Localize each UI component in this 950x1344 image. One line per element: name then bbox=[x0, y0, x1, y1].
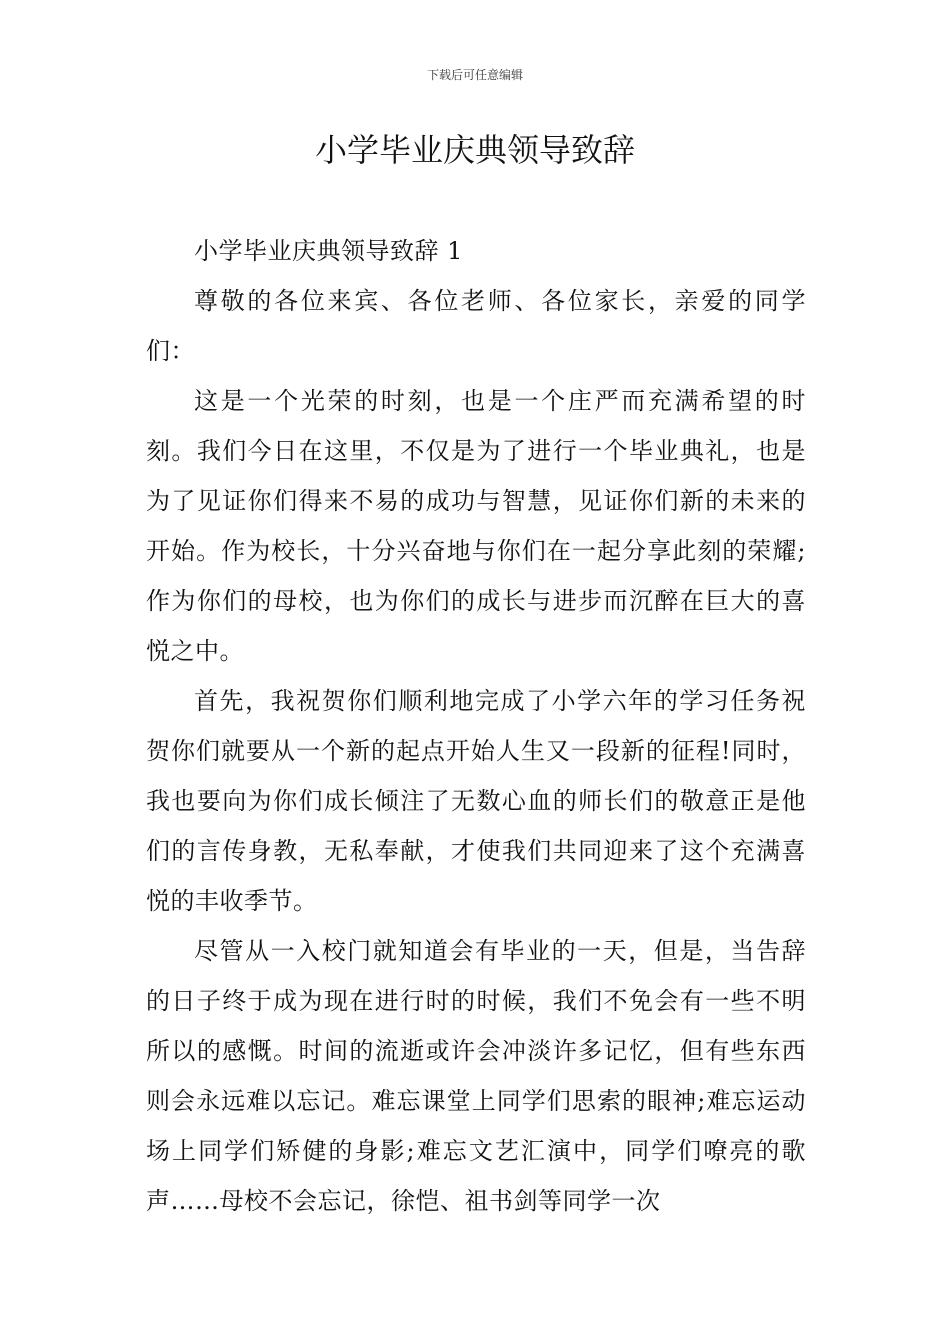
paragraph: 首先，我祝贺你们顺利地完成了小学六年的学习任务祝贺你们就要从一个新的起点开始人生又一段新的征程!同时，我也要向为你们成长倾注了无数心血的师长们的敬意正是他们的言传身教，无私奉献，才使我们共同迎来了这个充满喜悦的丰收季节。 bbox=[146, 687, 806, 915]
document-body bbox=[146, 226, 806, 1226]
document-title: 小学毕业庆典领导致辞 bbox=[314, 131, 635, 169]
paragraph: 这是一个光荣的时刻，也是一个庄严而充满希望的时刻。我们今日在这里，不仅是为了进行一个毕业典礼，也是为了见证你们得来不易的成功与智慧，见证你们新的未来的开始。作为校长，十分兴奋地与你们在一起分享此刻的荣耀;作为你们的母校，也为你们的成长与进步而沉醉在巨大的喜悦之中。 bbox=[146, 387, 806, 665]
paragraph-subtitle: 小学毕业庆典领导致辞 1 bbox=[194, 237, 463, 265]
paragraph: 尽管从一入校门就知道会有毕业的一天，但是，当告辞的日子终于成为现在进行时的时候，我们不免会有一些不明所以的感慨。时间的流逝或许会冲淡许多记忆，但有些东西则会永远难以忘记。难忘课堂上同学们思索的眼神;难忘运动场上同学们矫健的身影;难忘文艺汇演中，同学们嘹亮的歌声……母校不会忘记，徐恺、祖书剑等同学一次 bbox=[146, 937, 806, 1215]
header-note: 下载后可任意编辑 bbox=[426, 68, 523, 82]
paragraph-greeting: 尊敬的各位来宾、各位老师、各位家长，亲爱的同学们： bbox=[146, 287, 806, 365]
